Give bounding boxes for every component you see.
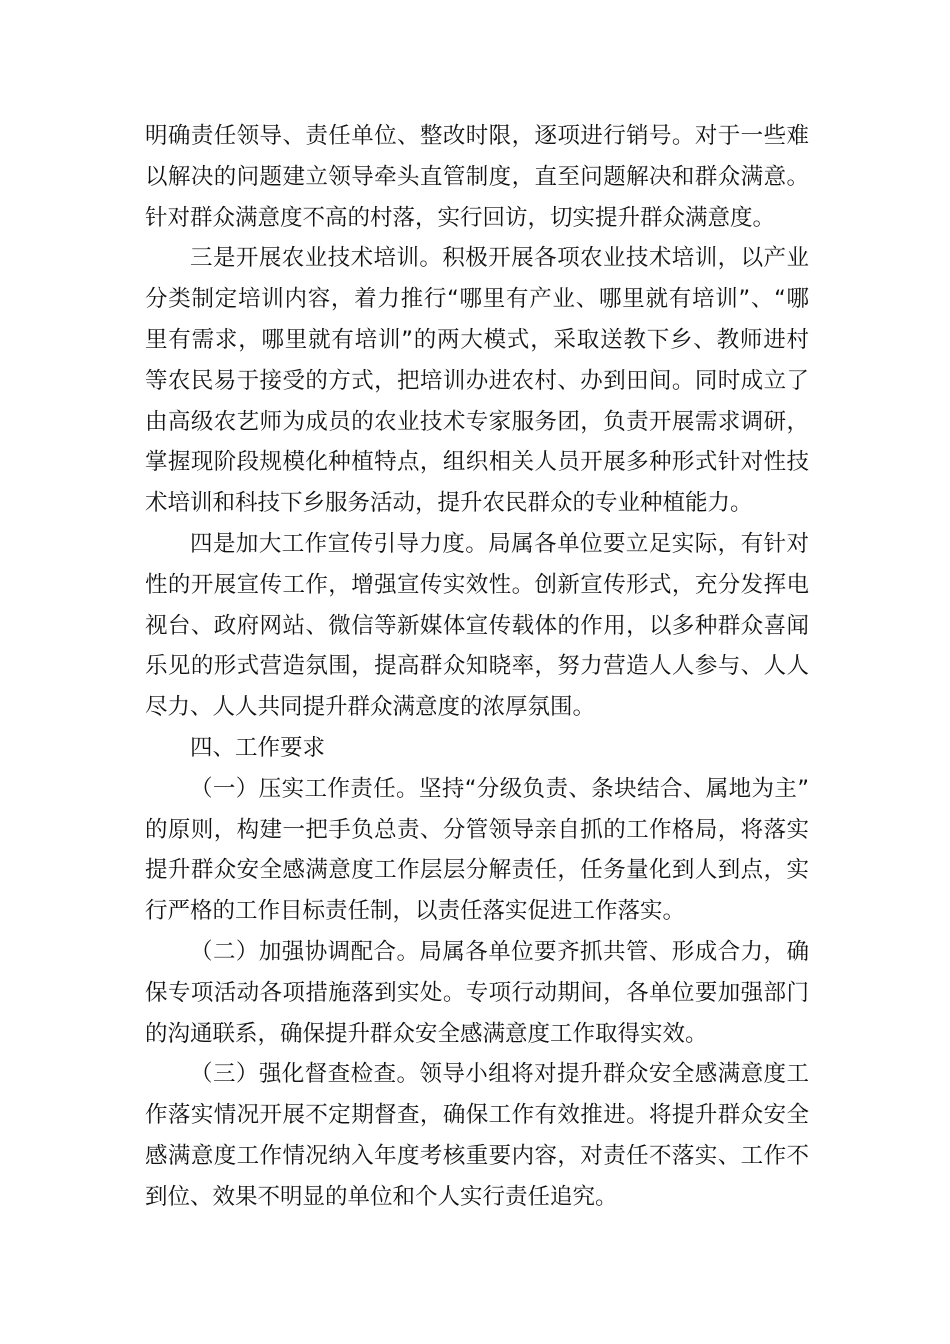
paragraph-requirement-1: （一）压实工作责任。坚持“分级负责、条块结合、属地为主”的原则，构建一把手负总责、分管领导亲自抓的工作格局，将落实提升群众安全感满意度工作层层分解责任，任务量化到人到点，实行严格的工作目标责任制，以责任落实促进工作落实。 bbox=[145, 775, 809, 925]
paragraph-agri-training: 三是开展农业技术培训。积极开展各项农业技术培训，以产业分类制定培训内容，着力推行“哪里有产业、哪里就有培训”、“哪里有需求，哪里就有培训”的两大模式，采取送教下乡、教师进村等农民易于接受的方式，把培训办进农村、办到田间。同时成立了由高级农艺师为成员的农业技术专家服务团，负责开展需求调研，掌握现阶段规模化种植特点，组织相关人员开展多种形式针对性技术培训和科技下乡服务活动，提升农民群众的专业种植能力。 bbox=[145, 245, 809, 517]
paragraph-requirement-3: （三）强化督查检查。领导小组将对提升群众安全感满意度工作落实情况开展不定期督查，确保工作有效推进。将提升群众安全感满意度工作情况纳入年度考核重要内容，对责任不落实、工作不到位、效果不明显的单位和个人实行责任追究。 bbox=[145, 1061, 809, 1210]
document-body bbox=[145, 116, 809, 1218]
section-heading-work-requirements: 四、工作要求 bbox=[190, 734, 326, 761]
paragraph-requirement-2: （二）加强协调配合。局属各单位要齐抓共管、形成合力，确保专项活动各项措施落到实处。专项行动期间，各单位要加强部门的沟通联系，确保提升群众安全感满意度工作取得实效。 bbox=[145, 938, 809, 1047]
paragraph-continued: 明确责任领导、责任单位、整改时限，逐项进行销号。对于一些难以解决的问题建立领导牵头直管制度，直至问题解决和群众满意。针对群众满意度不高的村落，实行回访，切实提升群众满意度。 bbox=[145, 123, 809, 231]
paragraph-publicity: 四是加大工作宣传引导力度。局属各单位要立足实际，有针对性的开展宣传工作，增强宣传实效性。创新宣传形式，充分发挥电视台、政府网站、微信等新媒体宣传载体的作用，以多种群众喜闻乐见的形式营造氛围，提高群众知晓率，努力营造人人参与、人人尽力、人人共同提升群众满意度的浓厚氛围。 bbox=[145, 530, 809, 721]
